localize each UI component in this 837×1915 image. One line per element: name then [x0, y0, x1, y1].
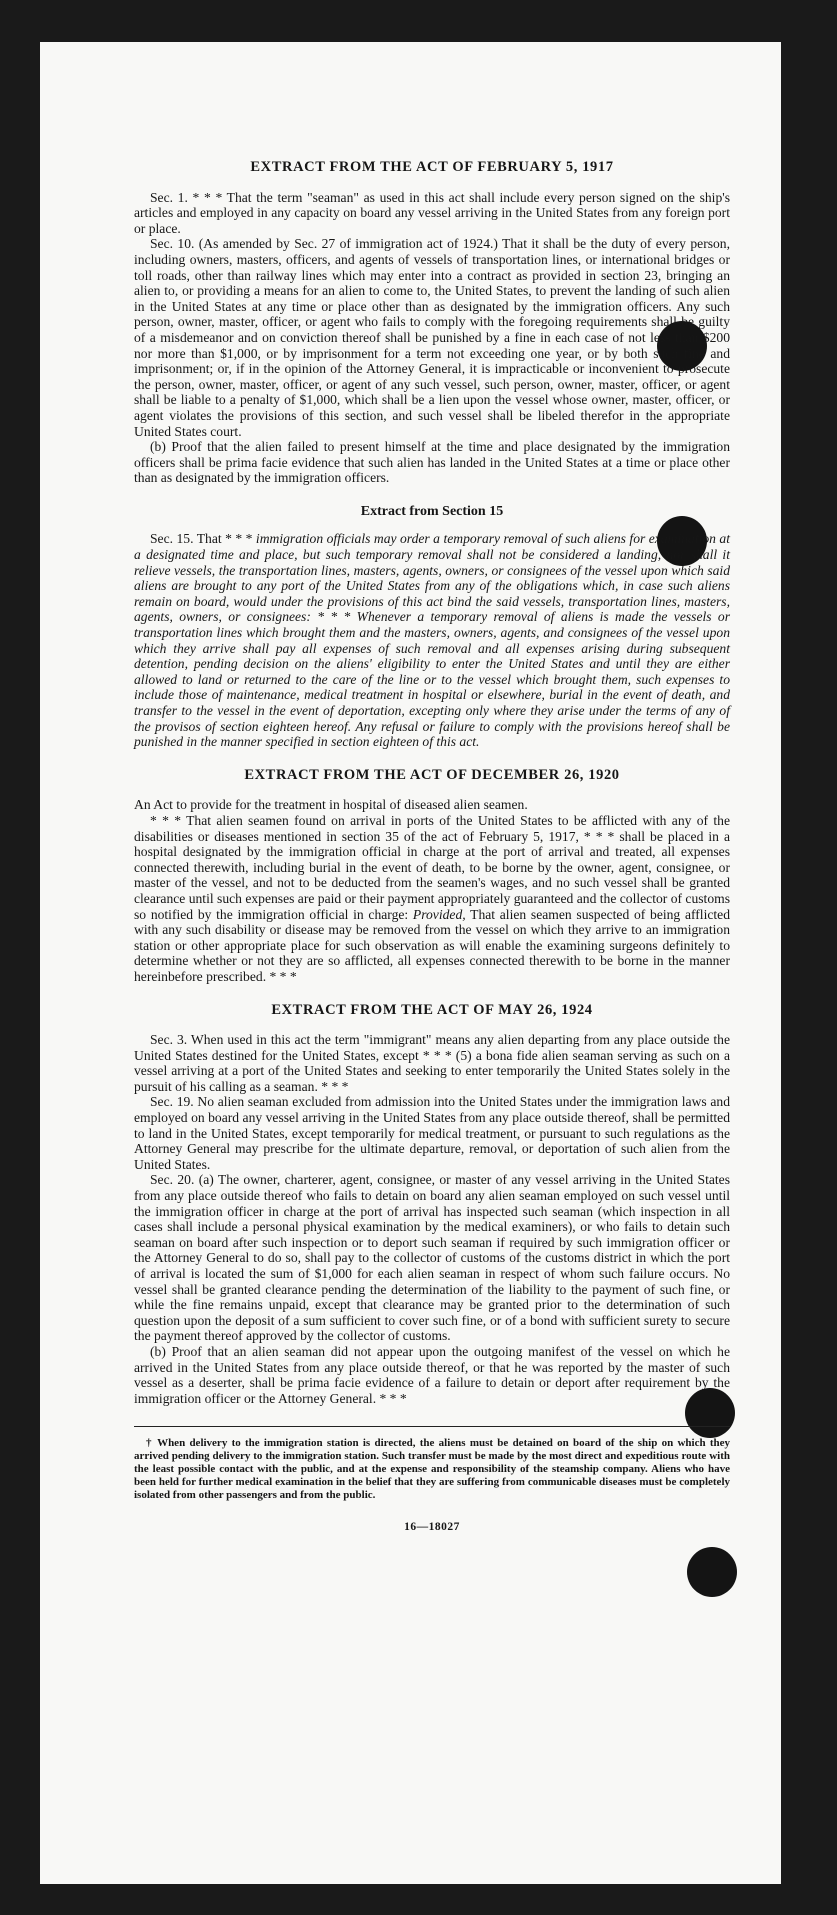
paragraph	[134, 531, 730, 749]
paragraph: Sec. 10. (As amended by Sec. 27 of immigration act of 1924.) That it shall be the duty of every person, including owners, masters, officers, and agents of vessels of transportation lines, or international bridges or toll roads, other than railway lines which may enter into a contract as provided in section 23, bringing an alien to, or providing a means for an alien to come to, the United States, to prevent the landing of such alien in the United States at any time or place other than as designated by the immigration officers. Any such person, owner, master, officer, or agent who fails to comply with the foregoing requirements shall be guilty of a misdemeanor and on conviction thereof shall be punished by a fine in each case of not less than $200 nor more than $1,000, or by imprisonment for a term not exceeding one year, or by both such fine and imprisonment; or, if in the opinion of the Attorney General, it is impracticable or inconvenient to prosecute the person, owner, master, officer, or agent of any such vessel, such person, owner, master, officer, or agent shall be liable to a penalty of $1,000, which shall be a lien upon the vessel whose owner, master, officer, or agent violates the provisions of this section, and such vessel shall be libeled therefor in the appropriate United States court.	[134, 236, 730, 439]
text-run: That alien seamen suspected of being afflicted with any such disability or disease may be removed from the vessel on which they arrive to an immigration station or other appropriate place for such observation as will enable the examining surgeons definitely to determine whether or not they are so afflicted, all expenses connected therewith to be borne in the manner hereinbefore prescribed. * * *	[134, 906, 730, 984]
document-body	[134, 160, 730, 1536]
paragraph: Sec. 19. No alien seaman excluded from admission into the United States under the immigration laws and employed on board any vessel arriving in the United States from any place outside thereof, shall be permitted to land in the United States, except temporarily for medical treatment, or pursuant to such regulations as the Attorney General may prescribe for the ultimate departure, removal, or deportation of such alien from the United States.	[134, 1094, 730, 1172]
footnote-divider	[134, 1426, 730, 1427]
punch-hole	[687, 1547, 737, 1597]
italic-text: immigration officials may order a temporary removal of such aliens for examination at a designated time and place, but such temporary removal shall not be considered a landing, nor shall it relieve vessels, the transportation lines, masters, agents, owners, or consignees of the vessel upon which said aliens are brought to any port of the United States from any of the obligations which, in case such aliens remain on board, would under the provisions of this act bind the said vessels, transportation lines, masters, agents, owners, or consignees: * * * Whenever a temporary removal of aliens is made the vessels or transportation lines which brought them and the masters, owners, agents, and consignees of the vessel upon which they arrive shall pay all expenses of such removal and all expenses arising during subsequent detention, pending decision on the aliens' eligibility to enter the United States and until they are either allowed to land or returned to the care of the line or to the vessel which brought them, such expenses to include those of maintenance, medical treatment in hospital or elsewhere, burial in the event of death, and transfer to the vessel in the event of deportation, excepting only where they arise under the terms of any of the provisos of section eighteen hereof. Any refusal or failure to comply with the provisions hereof shall be punished in the manner specified in section eighteen of this act.	[134, 531, 731, 750]
paragraph: (b) Proof that an alien seaman did not appear upon the outgoing manifest of the vessel on which he arrived in the United States from any place outside thereof, or that he was reported by the master of such vessel as a deserter, shall be prima facie evidence of a failure to detain or deport after requirement by the immigration officer or the Attorney General. * * *	[134, 1343, 730, 1406]
text-run: * * * That alien seamen found on arrival in ports of the United States to be afflicted with any of the disabilities or diseases mentioned in section 35 of the act of February 5, 1917, * * * shall be placed in a hospital designated by the immigration official in charge at the port of arrival and treated, all expenses connected therewith, including burial in the event of death, to be borne by the owner, agent, consignee, or master of the vessel, and not to be deducted from the seamen's wages, and no such vessel shall be granted clearance until such expenses are paid or their payment appropriately guaranteed and the collector of customs so notified by the immigration official in charge:	[134, 812, 730, 922]
act-title: An Act to provide for the treatment in hospital of diseased alien seamen.	[134, 797, 528, 813]
section-heading: EXTRACT FROM THE ACT OF FEBRUARY 5, 1917	[250, 159, 614, 175]
document-page	[40, 42, 781, 1884]
footnote: † When delivery to the immigration station is directed, the aliens must be detained on board of the ship on which they arrived pending delivery to the immigration station. Such transfer must be made by the most direct and expeditious route with the least possible contact with the public, and at the expense and responsibility of the steamship company. Aliens who have been held for further medical examination in the belief that they are suffering from communicable diseases must be completely isolated from other passengers and from the public.	[134, 1437, 730, 1502]
section-15-extract	[134, 504, 730, 750]
section-lead: Sec. 15. That * * *	[150, 531, 253, 547]
paragraph: Sec. 20. (a) The owner, charterer, agent, consignee, or master of any vessel arriving in the United States from any place outside thereof who fails to detain on board any alien seaman employed on such vessel until the immigration officer in charge at the port of arrival has inspected such seaman (which inspection in all cases shall include a personal physical examination by the medical examiners), or who fails to detain such seaman on board after such inspection or to deport such seaman if required by such immigration officer or the Attorney General to do so, shall pay to the collector of customs of the customs district in which the port of arrival is located the sum of $1,000 for each alien seaman in respect of whom such failure occurs. No vessel shall be granted clearance pending the determination of the liability to the payment of such fine, or while the fine remains unpaid, except that clearance may be granted prior to the determination of such question upon the deposit of a sum sufficient to cover such fine, or of a bond with sufficient surety to secure the payment thereof approved by the collector of customs.	[134, 1172, 730, 1344]
act-1924-section	[134, 1003, 730, 1407]
section-heading: EXTRACT FROM THE ACT OF MAY 26, 1924	[271, 1001, 593, 1018]
paragraph: (b) Proof that the alien failed to present himself at the time and place designated by the immigration officers shall be prima facie evidence that such alien has landed in the United States at a time or place other than as designated by the immigration officers.	[134, 439, 730, 486]
act-1920-section	[134, 768, 730, 985]
section-subheading: Extract from Section 15	[360, 503, 504, 519]
proviso-word: Provided,	[412, 906, 466, 922]
section-heading: EXTRACT FROM THE ACT OF DECEMBER 26, 1920	[244, 766, 620, 783]
page-identifier: 16—18027	[404, 1521, 460, 1534]
act-1917-section	[134, 160, 730, 486]
paragraph: Sec. 1. * * * That the term "seaman" as used in this act shall include every person signed on the ship's articles and employed in any capacity on board any vessel arriving in the United States from any foreign port or place.	[134, 189, 730, 236]
paragraph: Sec. 3. When used in this act the term "immigrant" means any alien departing from any place outside the United States destined for the United States, except * * * (5) a bona fide alien seaman serving as such on a vessel arriving at a port of the United States and seeking to enter temporarily the United States solely in the pursuit of his calling as a seaman. * * *	[134, 1032, 730, 1094]
paragraph	[134, 813, 730, 985]
